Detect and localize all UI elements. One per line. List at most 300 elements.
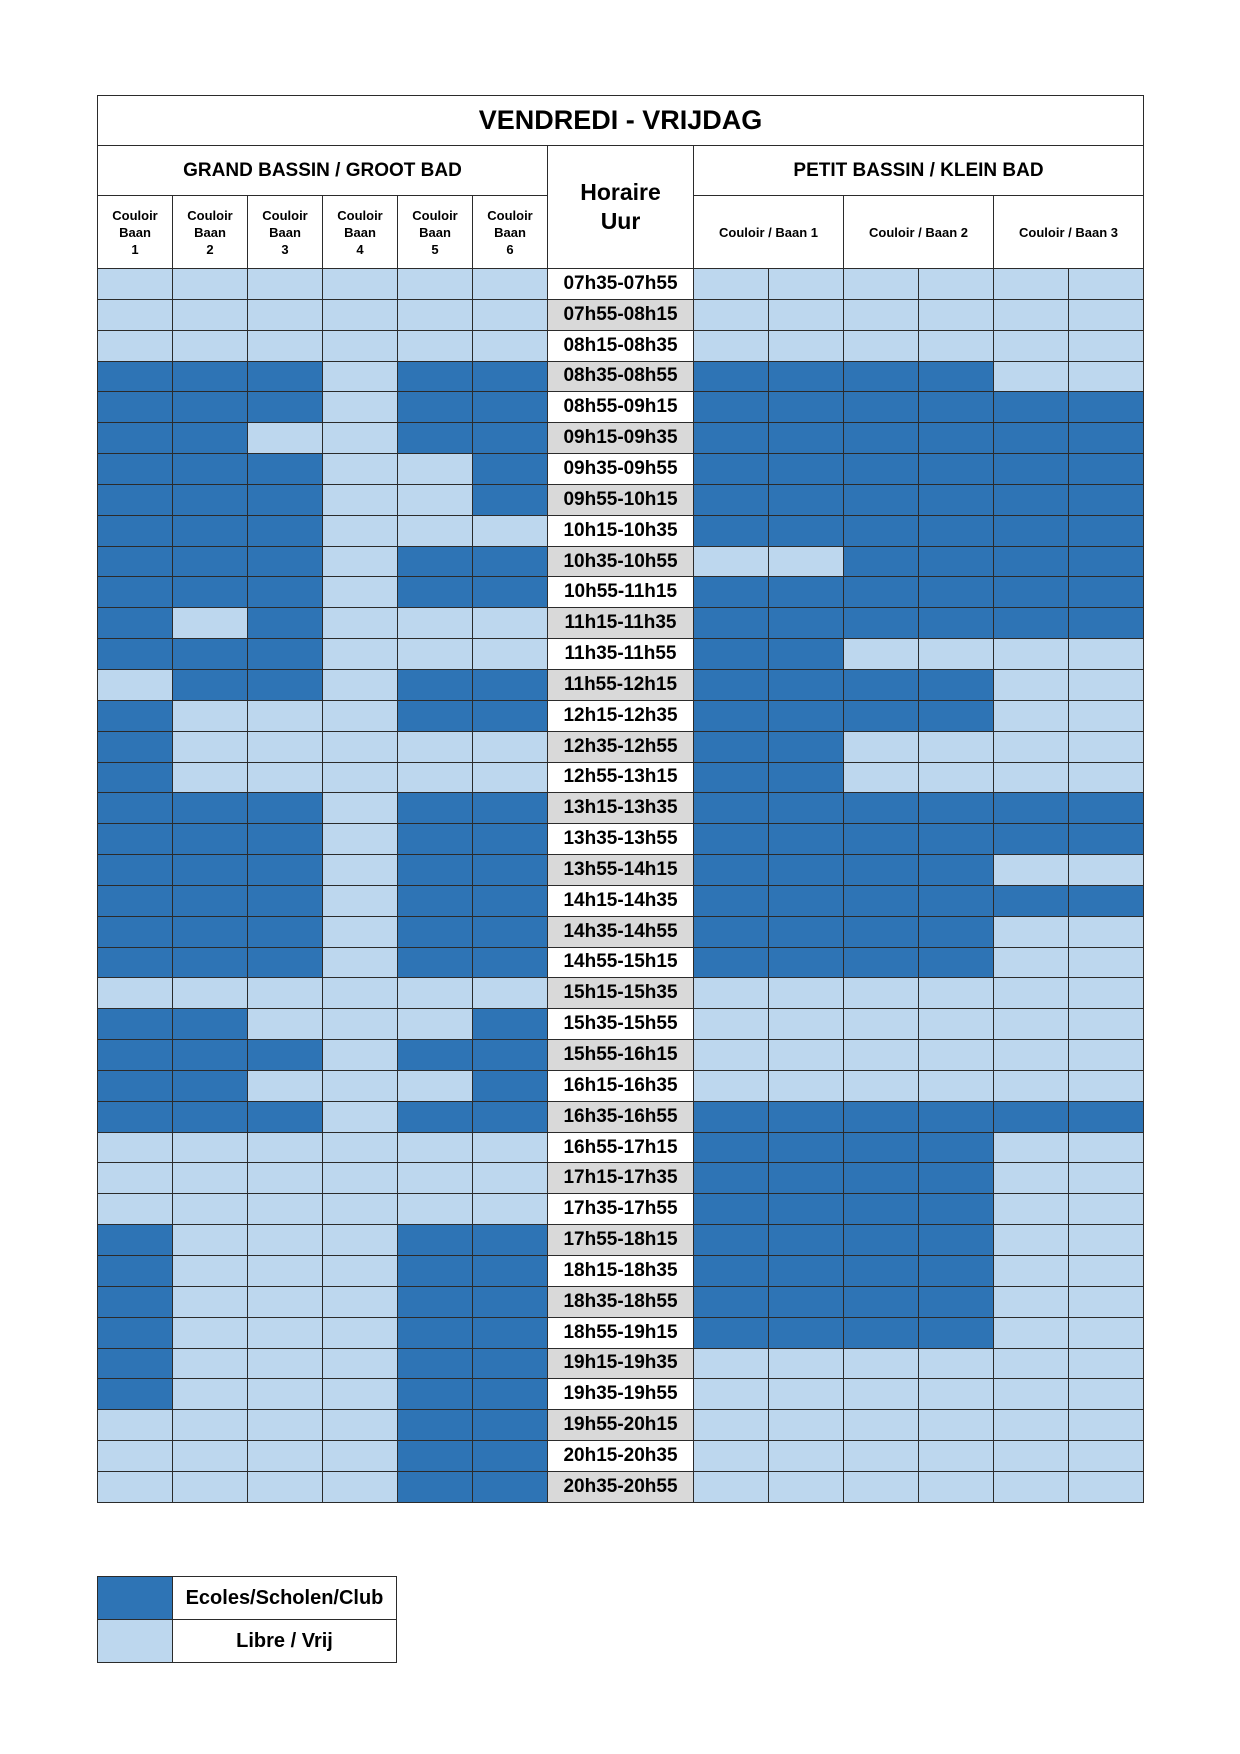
grand-lane-cell [323,731,398,762]
grand-lane-cell [248,484,323,515]
petit-lane-cell [1069,392,1144,423]
grand-lane-cell [473,330,548,361]
petit-lane-cell [919,1410,994,1441]
grand-lane-header-line: 3 [281,241,289,257]
grand-lane-header-line: Baan [494,224,526,240]
petit-lane-cell [694,515,769,546]
grand-lane-cell [248,269,323,300]
grand-lane-cell [398,885,473,916]
grand-lane-cell [248,793,323,824]
time-slot: 19h55-20h15 [548,1410,694,1441]
petit-lane-cell [844,1256,919,1287]
grand-lane-cell [398,1101,473,1132]
grand-lane-cell [98,1040,173,1071]
petit-lane-cell [1069,793,1144,824]
grand-lane-cell [323,361,398,392]
grand-lane-cell [173,361,248,392]
grand-lane-cell [323,1070,398,1101]
grand-lane-cell [173,885,248,916]
petit-lane-cell [769,1348,844,1379]
petit-lane-cell [694,1163,769,1194]
petit-lane-cell [919,978,994,1009]
petit-lane-cell [844,1194,919,1225]
petit-lane-cell [844,269,919,300]
grand-lane-cell [98,299,173,330]
grand-lane-cell [98,855,173,886]
petit-lane-cell [919,1225,994,1256]
petit-lane-cell [919,546,994,577]
petit-lane-cell [694,330,769,361]
petit-lane-cell [694,269,769,300]
grand-lane-cell [473,1317,548,1348]
grand-lane-cell [173,330,248,361]
petit-lane-cell [1069,330,1144,361]
grand-lane-cell [248,916,323,947]
petit-lane-cell [769,608,844,639]
grand-lane-cell [473,1225,548,1256]
petit-lane-cell [919,1256,994,1287]
grand-lane-cell [398,269,473,300]
table-row [98,608,1144,639]
petit-lane-cell [919,1040,994,1071]
time-slot: 08h55-09h15 [548,392,694,423]
petit-lane-cell [1069,1410,1144,1441]
grand-lane-cell [98,1101,173,1132]
grand-lane-cell [398,793,473,824]
petit-lane-cell [919,1132,994,1163]
time-slot: 17h15-17h35 [548,1163,694,1194]
petit-lane-cell [844,916,919,947]
petit-lane-cell [694,731,769,762]
petit-lane-cell [694,1286,769,1317]
grand-lane-cell [323,269,398,300]
petit-lane-cell [1069,1070,1144,1101]
grand-lane-cell [173,1410,248,1441]
grand-lane-cell [323,793,398,824]
grand-lane-cell [173,1040,248,1071]
petit-lane-cell [919,700,994,731]
grand-lane-cell [248,762,323,793]
time-slot: 15h15-15h35 [548,978,694,1009]
petit-lane-cell [919,299,994,330]
grand-bassin-header: GRAND BASSIN / GROOT BAD [98,146,548,196]
petit-lane-cell [844,1101,919,1132]
petit-lane-cell [1069,1379,1144,1410]
petit-lane-cell [1069,1225,1144,1256]
petit-lane-cell [994,824,1069,855]
grand-lane-cell [173,947,248,978]
time-slot: 16h55-17h15 [548,1132,694,1163]
table-row [98,731,1144,762]
petit-lane-cell [994,1101,1069,1132]
grand-lane-cell [323,1132,398,1163]
grand-lane-cell [248,392,323,423]
grand-lane-cell [248,454,323,485]
grand-lane-cell [398,1009,473,1040]
grand-lane-cell [323,669,398,700]
grand-lane-cell [398,454,473,485]
petit-lane-cell [694,824,769,855]
grand-lane-cell [173,546,248,577]
grand-lane-cell [473,1410,548,1441]
grand-lane-cell [473,392,548,423]
table-row [98,1379,1144,1410]
petit-lane-cell [994,392,1069,423]
grand-lane-cell [398,1163,473,1194]
grand-lane-header-line: Baan [269,224,301,240]
petit-lane-cell [1069,454,1144,485]
petit-lane-cell [994,577,1069,608]
table-row [98,793,1144,824]
grand-lane-header-line: Couloir [112,207,158,223]
grand-lane-header-line: Couloir [412,207,458,223]
grand-lane-cell [98,916,173,947]
petit-lane-cell [994,1194,1069,1225]
table-row [98,885,1144,916]
grand-lane-cell [473,824,548,855]
grand-lane-cell [473,1286,548,1317]
grand-lane-cell [323,484,398,515]
petit-lane-cell [844,1471,919,1502]
grand-lane-cell [398,1225,473,1256]
time-slot: 15h35-15h55 [548,1009,694,1040]
grand-lane-cell [173,1163,248,1194]
petit-lane-cell [769,1101,844,1132]
petit-lane-cell [919,515,994,546]
petit-lane-cell [844,1163,919,1194]
petit-lane-cell [769,361,844,392]
petit-lane-cell [919,855,994,886]
time-slot: 20h15-20h35 [548,1441,694,1472]
petit-lane-cell [994,1379,1069,1410]
grand-lane-cell [473,577,548,608]
petit-lane-cell [769,454,844,485]
table-row [98,762,1144,793]
grand-lane-cell [323,392,398,423]
petit-lane-cell [769,639,844,670]
grand-lane-header-line: 1 [131,241,139,257]
grand-lane-cell [98,1317,173,1348]
petit-lane-cell [994,546,1069,577]
petit-lane-cell [694,978,769,1009]
grand-lane-header-line: 4 [356,241,364,257]
time-slot: 11h55-12h15 [548,669,694,700]
petit-lane-cell [919,639,994,670]
grand-lane-header-line: 6 [506,241,514,257]
grand-lane-cell [323,423,398,454]
grand-lane-cell [398,947,473,978]
petit-lane-cell [769,731,844,762]
grand-lane-cell [398,515,473,546]
grand-lane-cell [173,1070,248,1101]
petit-lane-cell [1069,978,1144,1009]
grand-lane-cell [323,885,398,916]
time-slot: 20h35-20h55 [548,1471,694,1502]
petit-lane-cell [919,608,994,639]
petit-lane-cell [694,793,769,824]
petit-lane-cell [844,392,919,423]
petit-lane-cell [1069,1441,1144,1472]
petit-lane-cell [844,1132,919,1163]
petit-lane-cell [769,824,844,855]
grand-lane-cell [323,762,398,793]
time-slot: 15h55-16h15 [548,1040,694,1071]
grand-lane-cell [398,1317,473,1348]
table-row [98,978,1144,1009]
grand-lane-cell [398,546,473,577]
grand-lane-cell [173,484,248,515]
grand-lane-cell [173,1194,248,1225]
petit-lane-cell [769,947,844,978]
petit-lane-cell [694,762,769,793]
grand-lane-cell [173,1348,248,1379]
grand-lane-cell [473,299,548,330]
legend-label: Ecoles/Scholen/Club [173,1577,397,1620]
grand-lane-cell [473,947,548,978]
grand-lane-cell [98,1132,173,1163]
petit-lane-cell [1069,608,1144,639]
table-row [98,484,1144,515]
grand-lane-cell [473,484,548,515]
petit-lane-cell [994,1163,1069,1194]
grand-lane-cell [173,392,248,423]
petit-lane-cell [1069,885,1144,916]
time-slot: 09h15-09h35 [548,423,694,454]
petit-lane-cell [1069,515,1144,546]
grand-lane-cell [248,1132,323,1163]
grand-lane-cell [398,1070,473,1101]
grand-lane-cell [473,669,548,700]
petit-lane-cell [919,793,994,824]
petit-lane-header-2: Couloir / Baan 2 [844,196,994,269]
grand-lane-cell [398,639,473,670]
grand-lane-cell [98,1256,173,1287]
grand-lane-cell [98,1009,173,1040]
time-slot: 19h35-19h55 [548,1379,694,1410]
petit-lane-cell [769,269,844,300]
petit-lane-cell [769,916,844,947]
grand-lane-cell [173,1471,248,1502]
grand-lane-cell [173,669,248,700]
time-slot: 11h35-11h55 [548,639,694,670]
grand-lane-cell [98,577,173,608]
time-slot: 18h35-18h55 [548,1286,694,1317]
petit-lane-cell [769,1225,844,1256]
petit-lane-cell [994,1410,1069,1441]
petit-lane-cell [994,1471,1069,1502]
grand-lane-cell [98,1441,173,1472]
grand-lane-cell [323,947,398,978]
petit-lane-cell [994,330,1069,361]
petit-lane-cell [994,1009,1069,1040]
petit-lane-cell [1069,700,1144,731]
petit-lane-cell [844,546,919,577]
time-slot: 16h35-16h55 [548,1101,694,1132]
petit-lane-cell [694,1471,769,1502]
grand-lane-cell [248,1163,323,1194]
grand-lane-cell [398,762,473,793]
petit-lane-cell [994,639,1069,670]
grand-lane-cell [248,577,323,608]
grand-lane-cell [473,515,548,546]
grand-lane-cell [173,793,248,824]
petit-lane-cell [1069,947,1144,978]
grand-lane-cell [98,731,173,762]
petit-lane-cell [1069,361,1144,392]
grand-lane-cell [323,608,398,639]
grand-lane-header-5 [398,196,473,269]
petit-lane-cell [844,1348,919,1379]
uur-label: Uur [600,208,641,234]
grand-lane-cell [98,978,173,1009]
table-row [98,1256,1144,1287]
petit-lane-cell [769,515,844,546]
petit-lane-cell [919,1441,994,1472]
grand-lane-cell [398,1379,473,1410]
petit-lane-cell [919,423,994,454]
grand-lane-header-line: Baan [419,224,451,240]
time-slot: 12h15-12h35 [548,700,694,731]
petit-lane-cell [694,1317,769,1348]
petit-lane-cell [769,1410,844,1441]
grand-lane-cell [248,423,323,454]
grand-lane-cell [323,700,398,731]
table-row [98,1101,1144,1132]
petit-lane-cell [769,299,844,330]
petit-lane-cell [994,1132,1069,1163]
table-row [98,423,1144,454]
grand-lane-cell [323,1040,398,1071]
legend [97,1576,397,1663]
petit-lane-cell [919,916,994,947]
grand-lane-header-6 [473,196,548,269]
petit-lane-cell [694,1009,769,1040]
petit-lane-cell [844,824,919,855]
grand-lane-cell [398,423,473,454]
time-slot: 11h15-11h35 [548,608,694,639]
time-slot: 12h55-13h15 [548,762,694,793]
grand-lane-cell [473,1379,548,1410]
horaire-label: Horaire [580,179,661,205]
grand-lane-cell [323,855,398,886]
grand-lane-cell [398,669,473,700]
grand-lane-cell [398,1441,473,1472]
grand-lane-cell [98,1286,173,1317]
grand-lane-cell [323,515,398,546]
petit-lane-cell [844,1040,919,1071]
grand-lane-cell [248,608,323,639]
petit-lane-cell [694,1070,769,1101]
grand-lane-cell [98,1379,173,1410]
petit-lane-cell [994,454,1069,485]
table-row [98,947,1144,978]
petit-lane-cell [694,1194,769,1225]
time-slot: 14h35-14h55 [548,916,694,947]
table-row [98,1163,1144,1194]
petit-lane-cell [769,484,844,515]
grand-lane-cell [173,515,248,546]
petit-lane-cell [844,577,919,608]
grand-lane-cell [248,546,323,577]
grand-lane-cell [473,1471,548,1502]
petit-lane-cell [844,1009,919,1040]
petit-lane-cell [769,1286,844,1317]
table-row [98,330,1144,361]
petit-lane-cell [994,916,1069,947]
table-row [98,361,1144,392]
table-row [98,1441,1144,1472]
grand-lane-header-line: Couloir [262,207,308,223]
table-row [98,669,1144,700]
grand-lane-cell [173,1256,248,1287]
petit-lane-cell [694,639,769,670]
petit-lane-cell [919,669,994,700]
grand-lane-cell [398,855,473,886]
petit-lane-cell [769,1379,844,1410]
table-row [98,454,1144,485]
grand-lane-cell [473,423,548,454]
petit-lane-cell [769,978,844,1009]
grand-lane-cell [398,299,473,330]
grand-lane-cell [323,1348,398,1379]
grand-lane-cell [248,1471,323,1502]
petit-lane-cell [919,361,994,392]
petit-lane-cell [919,330,994,361]
petit-lane-cell [994,731,1069,762]
petit-lane-cell [694,669,769,700]
petit-lane-cell [919,1009,994,1040]
petit-lane-cell [919,484,994,515]
grand-lane-cell [173,824,248,855]
petit-lane-cell [769,1009,844,1040]
time-slot: 18h55-19h15 [548,1317,694,1348]
grand-lane-header-line: Baan [119,224,151,240]
grand-lane-cell [473,700,548,731]
grand-lane-cell [98,515,173,546]
petit-lane-cell [694,484,769,515]
grand-lane-cell [173,608,248,639]
petit-lane-cell [694,947,769,978]
table-row [98,269,1144,300]
table-row [98,639,1144,670]
grand-lane-cell [173,731,248,762]
grand-lane-cell [473,978,548,1009]
time-slot: 16h15-16h35 [548,1070,694,1101]
grand-lane-cell [398,1410,473,1441]
petit-bassin-header: PETIT BASSIN / KLEIN BAD [694,146,1144,196]
grand-lane-cell [473,1194,548,1225]
grand-lane-cell [473,546,548,577]
grand-lane-cell [173,762,248,793]
grand-lane-cell [173,916,248,947]
petit-lane-cell [1069,1009,1144,1040]
grand-lane-cell [248,361,323,392]
petit-lane-cell [994,515,1069,546]
grand-lane-cell [473,1132,548,1163]
grand-lane-cell [323,1471,398,1502]
petit-lane-cell [919,454,994,485]
petit-lane-cell [694,1441,769,1472]
petit-lane-cell [919,1163,994,1194]
grand-lane-cell [98,700,173,731]
petit-lane-cell [844,1070,919,1101]
grand-lane-cell [173,577,248,608]
grand-lane-cell [98,392,173,423]
petit-lane-cell [694,423,769,454]
horaire-header [548,146,694,269]
petit-lane-cell [1069,1471,1144,1502]
time-slot: 09h35-09h55 [548,454,694,485]
